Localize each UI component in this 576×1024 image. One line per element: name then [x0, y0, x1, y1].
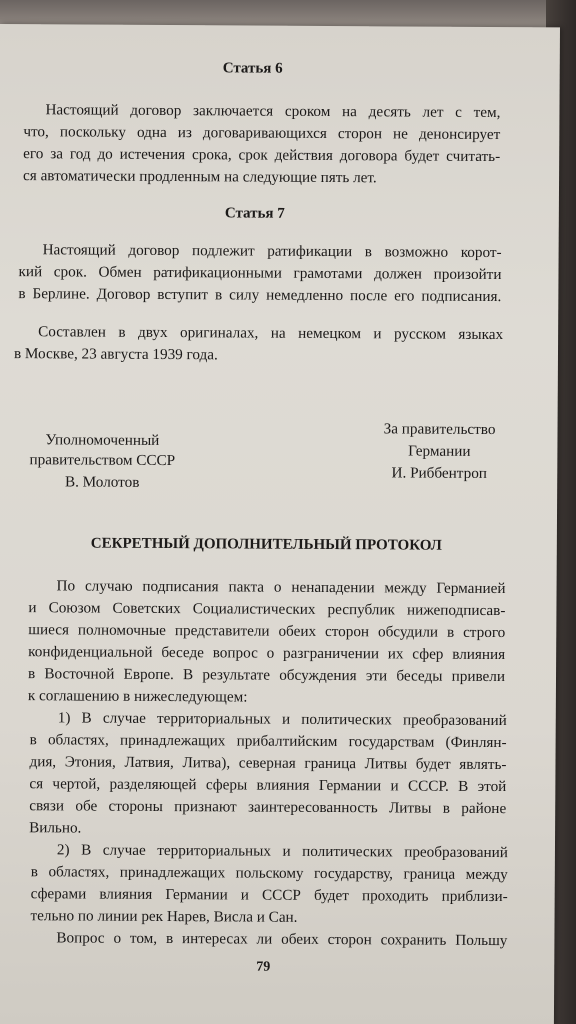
protocol-intro-line-1: По случаю подписания пакта о ненападении между Германией [56, 577, 506, 598]
article-6-line-4: ся автоматически продленным на следующие пять лет. [23, 167, 377, 187]
protocol-item-1-line-6: Вильно. [29, 819, 82, 837]
book-page [0, 24, 560, 1024]
signature-germany-line-1: За правительство [383, 420, 496, 439]
signature-germany-name: И. Риббентроп [391, 464, 488, 482]
protocol-item-2-line-3: сферами влияния Германии и СССР будет проходить приблизи- [30, 885, 508, 906]
article-6-line-3: его за год до истечения срока, срок действия договора будет считать- [23, 145, 501, 166]
signature-ussr-line-2: правительством СССР [29, 451, 176, 470]
protocol-intro-line-3: шиеся полномочные представители обеих сторон обсудили в строго [28, 621, 506, 642]
protocol-intro-line-6: к соглашению в нижеследующем: [27, 687, 248, 706]
protocol-question-line: Вопрос о том, в интересах ли обеих сторон сохранить Польшу [56, 929, 508, 950]
protocol-title: СЕКРЕТНЫЙ ДОПОЛНИТЕЛЬНЫЙ ПРОТОКОЛ [90, 535, 442, 554]
signature-germany-line-2: Германии [408, 442, 471, 460]
compiled-line-2: в Москве, 23 августа 1939 года. [13, 345, 218, 364]
protocol-item-1-line-3: дия, Этония, Латвия, Литва), северная граница Литвы будет являть- [29, 753, 507, 774]
protocol-item-1-line-5: связи обе стороны признают заинтересованность Литвы в районе [29, 797, 507, 818]
protocol-intro-line-2: и Союзом Советских Социалистических республик нижеподписав- [28, 599, 506, 620]
page-number: 79 [256, 959, 271, 975]
compiled-line-1: Составлен в двух оригиналах, на немецком и русском языках [38, 323, 504, 344]
article-7-line-2: кий срок. Обмен ратификационными грамотами должен произойти [18, 263, 502, 284]
article-7-line-3: в Берлине. Договор вступит в силу немедленно после его подписания. [18, 285, 502, 306]
protocol-item-2-line-4: тельно по линии рек Нарев, Висла и Сан. [30, 907, 298, 926]
article-6-line-2: что, поскольку одна из договаривающихся сторон не денонсирует [23, 123, 501, 144]
protocol-item-2-line-1: 2) В случае территориальных и политических преобразований [56, 841, 508, 862]
protocol-item-1-line-2: в областях, принадлежащих прибалтийским государствам (Финлян- [29, 731, 507, 752]
signature-ussr-line-1: Уполномоченный [45, 431, 160, 449]
article-7-line-1: Настоящий договор подлежит ратификации в возможно корот- [42, 241, 502, 262]
article-6-line-1: Настоящий договор заключается сроком на десять лет с тем, [45, 101, 501, 122]
article-6-title: Статья 6 [222, 60, 283, 77]
protocol-intro-line-4: конфиденциальной беседе вопрос о разграничении их сфер влияния [28, 643, 506, 664]
signature-ussr-name: В. Молотов [64, 473, 140, 491]
protocol-intro-line-5: в Восточной Европе. В результате обсуждения эти беседы привели [27, 665, 506, 686]
protocol-item-2-line-2: в областях, принадлежащих польскому государству, граница между [30, 863, 508, 884]
protocol-item-1-line-1: 1) В случае территориальных и политических преобразований [57, 709, 507, 730]
article-7-title: Статья 7 [224, 205, 285, 222]
protocol-item-1-line-4: ся чертой, разделяющей сферы влияния Германии и СССР. В этой [29, 775, 507, 796]
